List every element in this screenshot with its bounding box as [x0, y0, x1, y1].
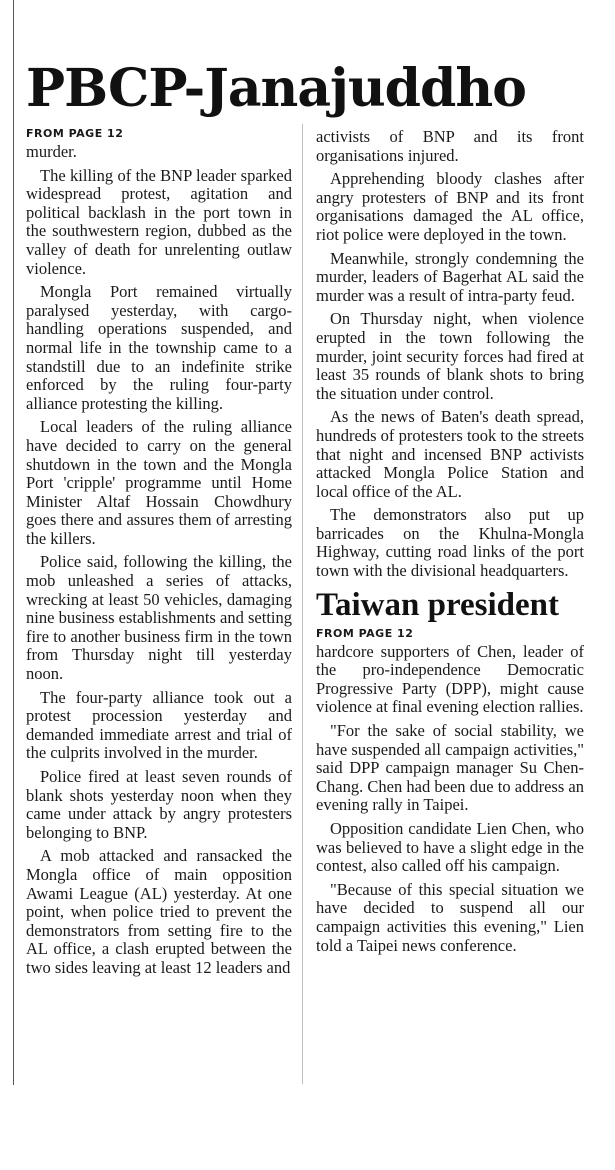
headline-taiwan-president: Taiwan president — [316, 586, 559, 623]
article1-paragraph: As the news of Baten's death spread, hundreds of protesters took to the streets that night and incensed BNP activists attacked Mongla Police Station and local office of the AL. — [316, 407, 584, 501]
article1-paragraph: The demonstrators also put up barricades on the Khulna-Mongla Highway, cutting road links of the port town with the divisional headquarters. — [316, 505, 584, 581]
article1-paragraph: Police said, following the killing, the mob unleashed a series of attacks, wrecking at least 50 vehicles, damaging nine business establishments and setting fire to another business firm in the town from Thursday night till yesterday noon. — [26, 552, 292, 684]
article1-paragraph: Meanwhile, strongly condemning the murder, leaders of Bagerhat AL said the murder was a result of intra-party feud. — [316, 248, 584, 305]
right-column — [316, 128, 584, 960]
article1-paragraph: Apprehending bloody clashes after angry protesters of BNP and its front organisations damaged the AL office, riot police were deployed in the town. — [316, 169, 584, 244]
article2-paragraph: "Because of this special situation we have decided to suspend all our campaign activities this evening," Lien told a Taipei news conference. — [316, 879, 584, 955]
article1-paragraph: activists of BNP and its front organisations injured. — [316, 127, 584, 165]
article2-paragraph: hardcore supporters of Chen, leader of the pro-independence Democratic Progressive Party (DPP), might cause violence at final evening election rallies. — [316, 641, 584, 717]
article1-paragraph: A mob attacked and ransacked the Mongla office of main opposition Awami League (AL) yesterday. At one point, when police tried to prevent the demonstrators from setting fire to the AL office, a clash erupted between the two sides leaving at least 12 leaders and — [26, 846, 292, 977]
article1-paragraph: murder. — [26, 142, 77, 161]
dateline-from-page-12: FROM PAGE 12 — [26, 127, 124, 140]
article1-paragraph: The killing of the BNP leader sparked widespread protest, agitation and political backlash in the port town in the southwestern region, dubbed as the valley of death for unrelenting outlaw violence. — [26, 165, 292, 278]
article1-paragraph: Local leaders of the ruling alliance have decided to carry on the general shutdown in the town and the Mongla Port 'cripple' programme until Home Minister Altaf Hossain Chowdhury goes there and assures them of arresting the killers. — [26, 417, 292, 548]
article1-left-column — [26, 124, 292, 983]
article1-paragraph: The four-party alliance took out a protest procession yesterday and demanded immediate arrest and trial of the culprits involved in the murder. — [26, 687, 292, 763]
dateline-from-page-12: FROM PAGE 12 — [316, 626, 414, 640]
article2-paragraph: Opposition candidate Lien Chen, who was believed to have a slight edge in the contest, also called off his campaign. — [316, 819, 584, 876]
page-margin-rule — [13, 0, 14, 1085]
article1-paragraph: Mongla Port remained virtually paralysed yesterday, with cargo-handling operations suspended, and normal life in the township came to a standstill due to an indefinite strike enforced by the ruling four-party alliance protesting the killing. — [26, 282, 292, 413]
headline-pbcp-janajuddho: PBCP-Janajuddho — [26, 57, 526, 119]
column-divider — [302, 124, 303, 1084]
article2-paragraph: "For the sake of social stability, we have suspended all campaign activities," said DPP campaign manager Su Chen-Chang. Chen had been due to address an evening rally in Taipei. — [316, 721, 584, 815]
article1-paragraph: Police fired at least seven rounds of blank shots yesterday noon when they came under attack by angry protesters belonging to BNP. — [26, 767, 292, 842]
article1-paragraph: On Thursday night, when violence erupted in the town following the murder, joint security forces had fired at least 35 rounds of blank shots to bring the situation under control. — [316, 309, 584, 403]
